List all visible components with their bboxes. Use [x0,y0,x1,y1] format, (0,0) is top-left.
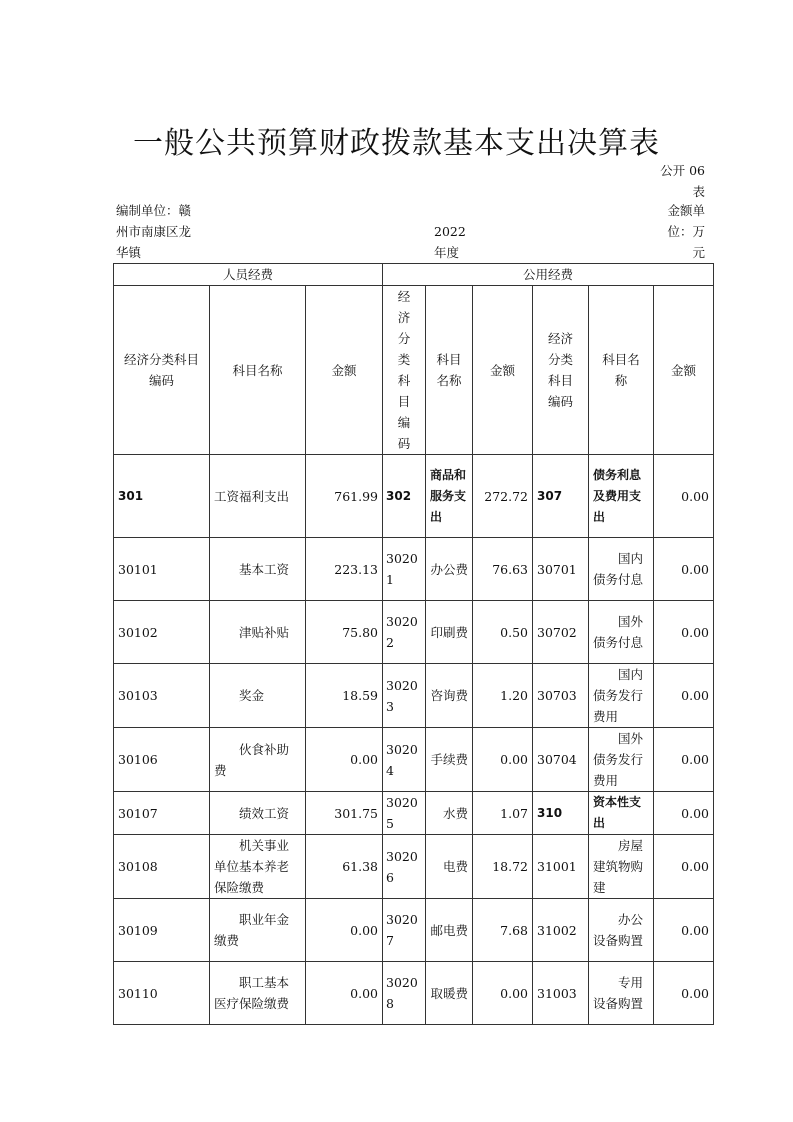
personnel-code: 30106 [114,728,210,792]
compiling-unit-line1: 编制单位：赣 [116,203,192,218]
form-number-line2: 表 [692,184,705,199]
personnel-code: 30109 [114,899,210,962]
table-row [114,899,714,962]
other-name: 专用设备购置 [589,962,654,1025]
compiling-unit [116,200,236,263]
goods-amount: 0.00 [473,728,533,792]
goods-name: 印刷费 [426,601,473,664]
other-name: 国内债务发行费用 [589,664,654,728]
goods-code: 30201 [383,538,426,601]
personnel-amount: 761.99 [306,455,383,538]
fiscal-year [434,221,494,263]
header-code3: 经济分类科目编码 [533,286,589,455]
goods-code: 30203 [383,664,426,728]
form-number-line1: 公开 06 [660,163,705,178]
header-name: 科目名称 [210,286,306,455]
personnel-code: 30107 [114,792,210,835]
personnel-name: 伙食补助费 [210,728,306,792]
other-code: 30702 [533,601,589,664]
personnel-code: 30103 [114,664,210,728]
amount-unit-line3: 元 [692,245,705,260]
other-code: 31002 [533,899,589,962]
table-row [114,835,714,899]
other-code: 31001 [533,835,589,899]
personnel-code: 30101 [114,538,210,601]
goods-amount: 0.00 [473,962,533,1025]
other-code: 31003 [533,962,589,1025]
table-row [114,792,714,835]
table-row [114,728,714,792]
other-amount: 0.00 [654,728,714,792]
other-name: 资本性支出 [589,792,654,835]
header-amount3: 金额 [654,286,714,455]
goods-name: 商品和服务支出 [426,455,473,538]
personnel-code: 30108 [114,835,210,899]
compiling-unit-line2: 州市南康区龙 [116,224,192,239]
personnel-name: 职工基本医疗保险缴费 [210,962,306,1025]
goods-amount: 272.72 [473,455,533,538]
other-name: 国内债务付息 [589,538,654,601]
personnel-name: 基本工资 [210,538,306,601]
other-amount: 0.00 [654,455,714,538]
other-amount: 0.00 [654,792,714,835]
other-code: 30704 [533,728,589,792]
fiscal-year-line1: 2022 [434,224,466,239]
compiling-unit-line3: 华镇 [116,245,142,260]
personnel-code: 30110 [114,962,210,1025]
header-name3: 科目名称 [589,286,654,455]
goods-amount: 0.50 [473,601,533,664]
goods-code: 30207 [383,899,426,962]
other-amount: 0.00 [654,835,714,899]
page-title: 一般公共预算财政拨款基本支出决算表 [133,126,660,161]
other-amount: 0.00 [654,664,714,728]
goods-name: 手续费 [426,728,473,792]
personnel-amount: 223.13 [306,538,383,601]
form-number [625,160,705,202]
goods-amount: 1.07 [473,792,533,835]
goods-amount: 1.20 [473,664,533,728]
goods-name: 邮电费 [426,899,473,962]
goods-name: 电费 [426,835,473,899]
goods-code: 302 [383,455,426,538]
other-name: 房屋建筑物购建 [589,835,654,899]
table-row [114,601,714,664]
other-name: 办公设备购置 [589,899,654,962]
other-amount: 0.00 [654,962,714,1025]
goods-code: 30208 [383,962,426,1025]
personnel-amount: 0.00 [306,962,383,1025]
other-amount: 0.00 [654,601,714,664]
table-row [114,455,714,538]
goods-code: 30206 [383,835,426,899]
group-header-row [114,264,714,286]
header-code: 经济分类科目编码 [114,286,210,455]
group-public-header: 公用经费 [383,264,714,286]
goods-code: 30205 [383,792,426,835]
other-code: 307 [533,455,589,538]
table-row [114,538,714,601]
fiscal-year-line2: 年度 [434,245,460,260]
goods-name: 取暖费 [426,962,473,1025]
personnel-name: 机关事业单位基本养老保险缴费 [210,835,306,899]
other-code: 310 [533,792,589,835]
header-amount2: 金额 [473,286,533,455]
goods-amount: 7.68 [473,899,533,962]
expenditure-table [113,263,714,1025]
personnel-amount: 18.59 [306,664,383,728]
other-code: 30703 [533,664,589,728]
goods-amount: 18.72 [473,835,533,899]
other-amount: 0.00 [654,538,714,601]
goods-name: 咨询费 [426,664,473,728]
goods-name: 办公费 [426,538,473,601]
personnel-code: 30102 [114,601,210,664]
goods-code: 30202 [383,601,426,664]
personnel-name: 职业年金缴费 [210,899,306,962]
personnel-amount: 75.80 [306,601,383,664]
goods-code: 30204 [383,728,426,792]
personnel-name: 奖金 [210,664,306,728]
other-name: 债务利息及费用支出 [589,455,654,538]
header-name2: 科目名称 [426,286,473,455]
header-code2: 经济分类科目编码 [383,286,426,455]
column-header-row [114,286,714,455]
amount-unit [625,200,705,263]
amount-unit-line1: 金额单 [667,203,705,218]
table-row [114,664,714,728]
goods-amount: 76.63 [473,538,533,601]
personnel-name: 津贴补贴 [210,601,306,664]
goods-name: 水费 [426,792,473,835]
other-amount: 0.00 [654,899,714,962]
personnel-amount: 61.38 [306,835,383,899]
other-name: 国外债务发行费用 [589,728,654,792]
table-row [114,962,714,1025]
other-name: 国外债务付息 [589,601,654,664]
personnel-amount: 0.00 [306,728,383,792]
personnel-code: 301 [114,455,210,538]
amount-unit-line2: 位：万 [667,224,705,239]
personnel-name: 工资福利支出 [210,455,306,538]
personnel-name: 绩效工资 [210,792,306,835]
personnel-amount: 301.75 [306,792,383,835]
other-code: 30701 [533,538,589,601]
group-personnel-header: 人员经费 [114,264,383,286]
personnel-amount: 0.00 [306,899,383,962]
header-amount: 金额 [306,286,383,455]
